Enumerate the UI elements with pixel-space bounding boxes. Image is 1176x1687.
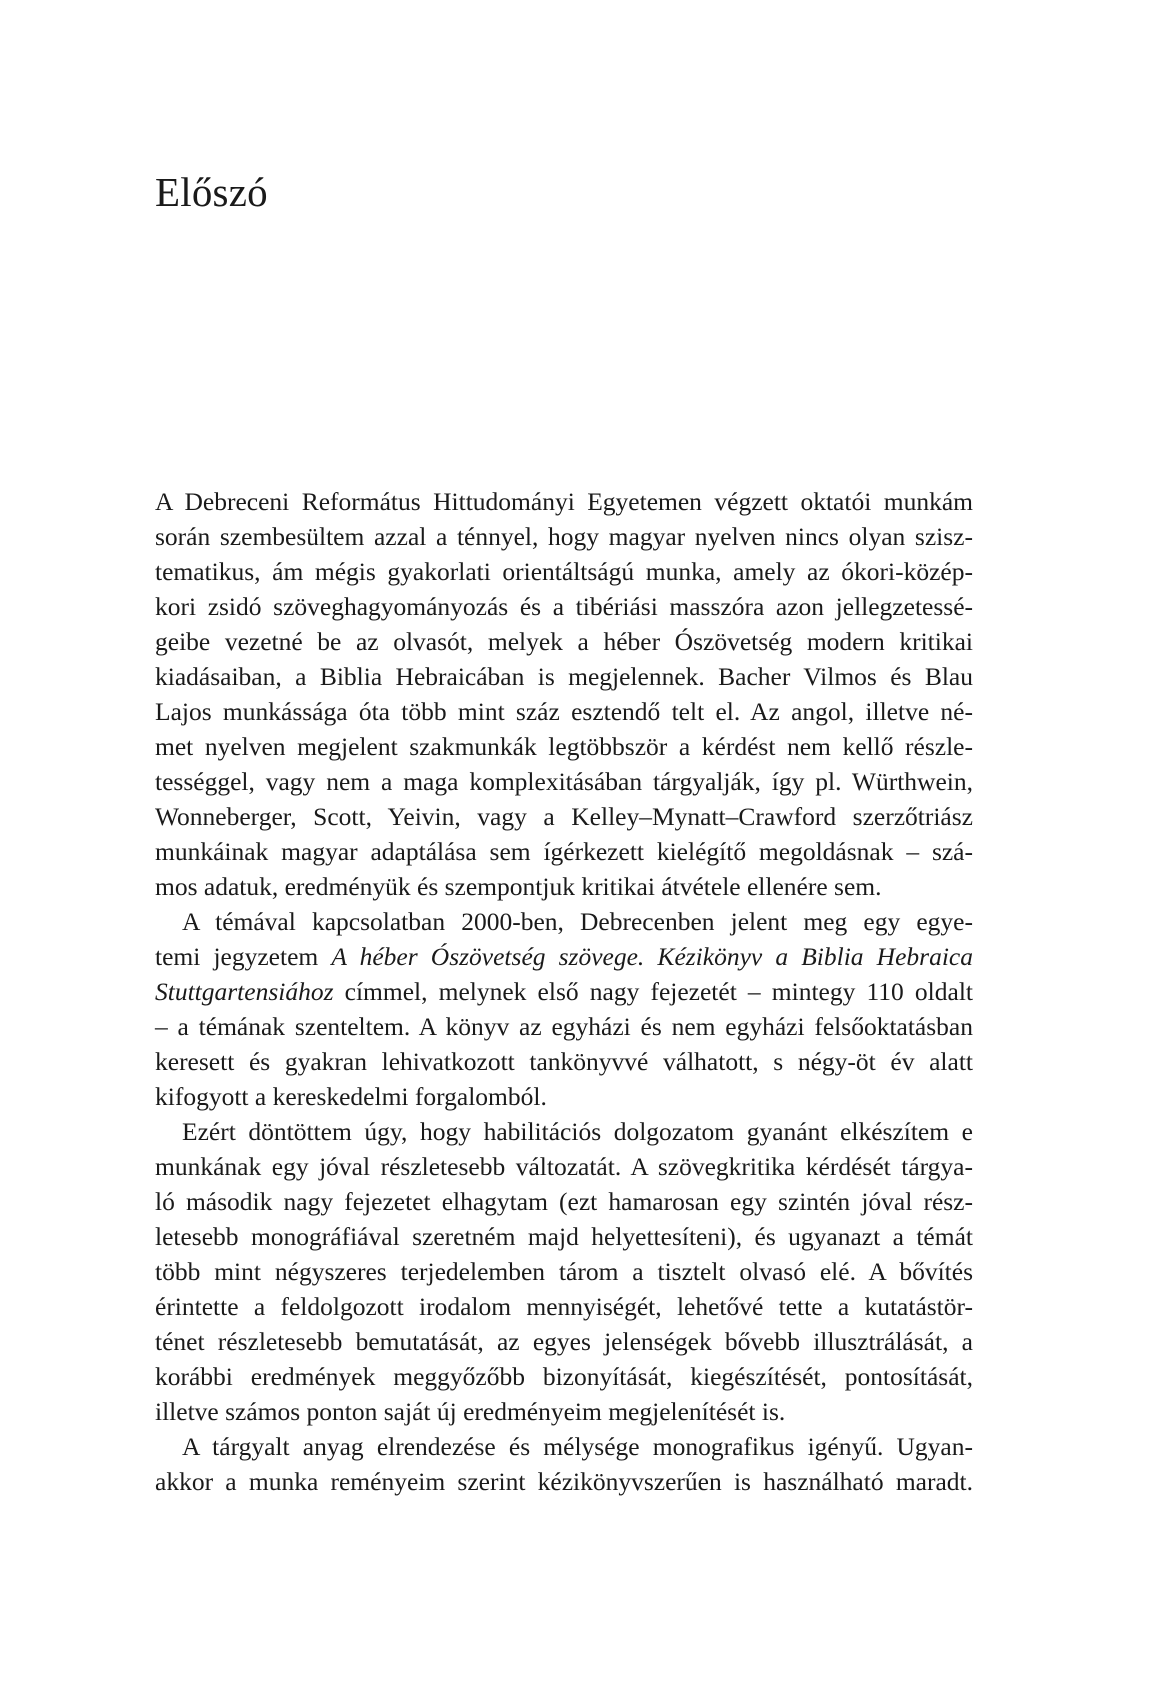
- text-line: mos adatuk, eredményük és szempontjuk kritikai átvétele ellenére sem.: [155, 872, 882, 901]
- text-line: ló második nagy fejezetet elhagytam (ezt hamarosan egy szintén jóval rész-: [155, 1187, 973, 1216]
- text-line: több mint négyszeres terjedelemben tárom a tisztelt olvasó elé. A bővítés: [155, 1257, 973, 1286]
- text-line: kifogyott a kereskedelmi forgalomból.: [155, 1082, 547, 1111]
- text-line: kori zsidó szöveghagyományozás és a tibériási masszóra azon jellegzetessé-: [155, 592, 973, 621]
- text-line: A Debreceni Református Hittudományi Egyetemen végzett oktatói munkám: [155, 487, 973, 516]
- text-line: Ezért döntöttem úgy, hogy habilitációs dolgozatom gyanánt elkészítem e: [182, 1117, 973, 1146]
- text-line: letesebb monográfiával szeretném majd helyettesíteni), és ugyanazt a témát: [155, 1222, 973, 1251]
- text-line: keresett és gyakran lehivatkozott tankönyvvé válhatott, s négy-öt év alatt: [155, 1047, 973, 1076]
- text-line: illetve számos ponton saját új eredményeim megjelenítését is.: [155, 1397, 786, 1426]
- body-text: [155, 484, 973, 1499]
- text-line: – a témának szenteltem. A könyv az egyházi és nem egyházi felsőoktatásban: [155, 1012, 973, 1041]
- text-line: korábbi eredmények meggyőzőbb bizonyítását, kiegészítését, pontosítását,: [155, 1362, 973, 1391]
- book-title-italic: Stuttgartensiához: [155, 977, 334, 1006]
- text-run: címmel, melynek első nagy fejezetét – mintegy 110 oldalt: [333, 977, 973, 1006]
- text-line: munkáinak magyar adaptálása sem ígérkezett kielégítő megoldásnak – szá-: [155, 837, 973, 866]
- text-line: [155, 939, 973, 974]
- text-line: geibe vezetné be az olvasót, melyek a héber Ószövetség modern kritikai: [155, 627, 973, 656]
- text-line: A tárgyalt anyag elrendezése és mélysége monografikus igényű. Ugyan-: [182, 1432, 973, 1461]
- text-line: Wonneberger, Scott, Yeivin, vagy a Kelley–Mynatt–Crawford szerzőtriász: [155, 802, 973, 831]
- text-line: tességgel, vagy nem a maga komplexitásában tárgyalják, így pl. Würthwein,: [155, 767, 973, 796]
- text-line: kiadásaiban, a Biblia Hebraicában is megjelennek. Bacher Vilmos és Blau: [155, 662, 973, 691]
- text-line: A témával kapcsolatban 2000-ben, Debrecenben jelent meg egy egye-: [182, 907, 973, 936]
- text-line: ténet részletesebb bemutatását, az egyes jelenségek bővebb illusztrálását, a: [155, 1327, 973, 1356]
- text-line: met nyelven megjelent szakmunkák legtöbbször a kérdést nem kellő részle-: [155, 732, 973, 761]
- text-line: munkának egy jóval részletesebb változatát. A szövegkritika kérdését tárgya-: [155, 1152, 973, 1181]
- text-line: tematikus, ám mégis gyakorlati orientáltságú munka, amely az ókori-közép-: [155, 557, 973, 586]
- page-title: Előszó: [155, 169, 268, 215]
- text-run: temi jegyzetem: [155, 942, 332, 971]
- text-line: során szembesültem azzal a ténnyel, hogy magyar nyelven nincs olyan szisz-: [155, 522, 973, 551]
- text-line: [155, 974, 973, 1009]
- text-line: akkor a munka reményeim szerint kézikönyvszerűen is használható maradt.: [155, 1467, 973, 1496]
- text-line: érintette a feldolgozott irodalom mennyiségét, lehetővé tette a kutatástör-: [155, 1292, 973, 1321]
- book-title-italic: A héber Ószövetség szövege. Kézikönyv a Biblia Hebraica: [331, 942, 973, 971]
- text-line: Lajos munkássága óta több mint száz esztendő telt el. Az angol, illetve né-: [155, 697, 973, 726]
